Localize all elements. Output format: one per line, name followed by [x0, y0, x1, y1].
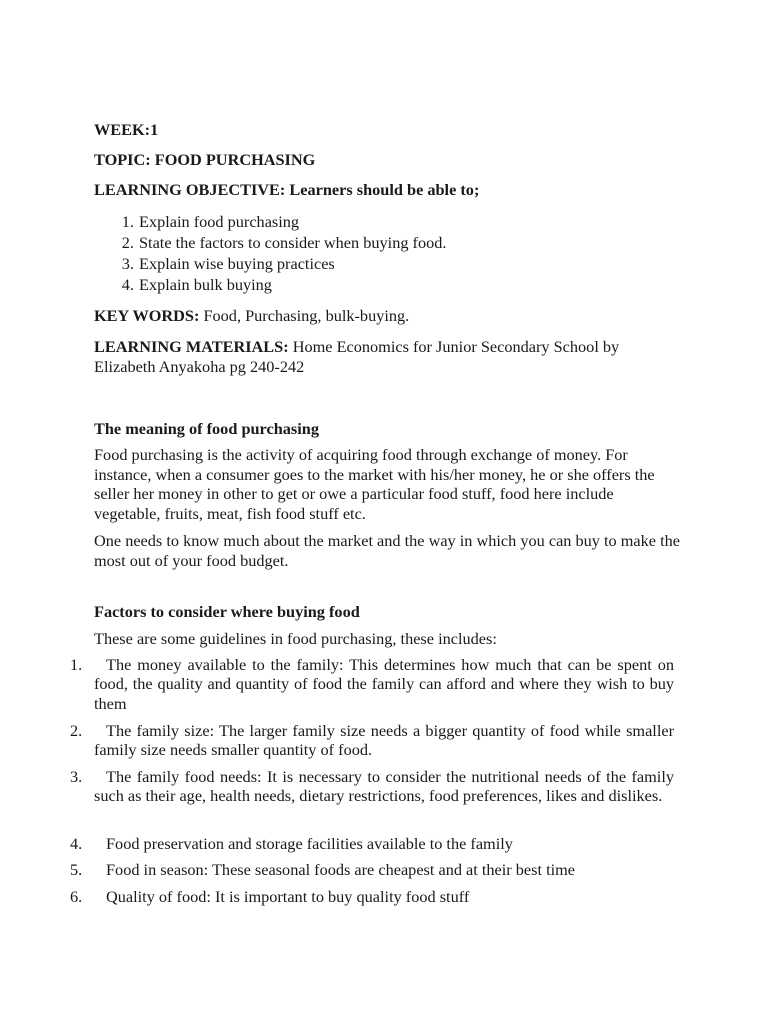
list-item-number: 1. — [121, 212, 134, 231]
factors-heading: Factors to consider where buying food — [94, 602, 360, 621]
list-item-text: The family food needs: It is necessary to consider the nutritional needs of the family such as their age, health needs, dietary restrictions, food preferences, likes and dislikes. — [94, 767, 674, 806]
list-item-number: 5. — [70, 860, 83, 879]
list-item-number: 3. — [70, 767, 83, 786]
list-item-text: The family size: The larger family size needs a bigger quantity of food while smaller family size needs smaller quantity of food. — [94, 721, 674, 760]
list-item-text: Food in season: These seasonal foods are cheapest and at their best time — [106, 860, 576, 879]
list-item-text: Explain wise buying practices — [139, 254, 335, 273]
week-heading: WEEK:1 — [94, 120, 159, 139]
list-item-text: Quality of food: It is important to buy quality food stuff — [106, 887, 470, 906]
list-item-number: 4. — [121, 275, 134, 294]
meaning-heading: The meaning of food purchasing — [94, 419, 319, 438]
learning-materials-label: LEARNING MATERIALS: — [94, 337, 289, 356]
list-item-text: The money available to the family: This determines how much that can be spent on food, the quality and quantity of food the family can afford and where they wish to buy them — [94, 655, 674, 713]
key-words-label: KEY WORDS: — [94, 306, 200, 325]
list-item-text: Food preservation and storage facilities available to the family — [106, 834, 513, 853]
list-item-text: Explain bulk buying — [139, 275, 272, 294]
list-item-text: State the factors to consider when buying food. — [139, 233, 447, 252]
list-item-number: 2. — [70, 721, 83, 740]
list-item-number: 2. — [121, 233, 134, 252]
key-words-text: Food, Purchasing, bulk-buying. — [199, 306, 410, 325]
learning-materials — [94, 337, 674, 377]
list-item-number: 6. — [70, 887, 83, 906]
key-words — [94, 306, 679, 326]
list-item-text: Explain food purchasing — [139, 212, 300, 231]
list-item-number: 1. — [70, 655, 83, 674]
list-item-number: 3. — [121, 254, 134, 273]
learning-objective-heading: LEARNING OBJECTIVE: Learners should be able to; — [94, 180, 480, 199]
topic-heading: TOPIC: FOOD PURCHASING — [94, 150, 316, 169]
meaning-paragraph-1: Food purchasing is the activity of acquiring food through exchange of money. For instance, when a consumer goes to the market with his/her money, he or she offers the seller her money in other to get or owe a particular food stuff, food here include vegetable, fruits, meat, fish food stuff etc. — [94, 445, 655, 523]
list-item-number: 4. — [70, 834, 83, 853]
learning-materials-text: Home Economics for Junior Secondary School by Elizabeth Anyakoha pg 240-242 — [94, 337, 620, 376]
factors-intro: These are some guidelines in food purchasing, these includes: — [94, 629, 497, 648]
meaning-paragraph-2: One needs to know much about the market and the way in which you can buy to make the most out of your food budget. — [94, 531, 680, 570]
